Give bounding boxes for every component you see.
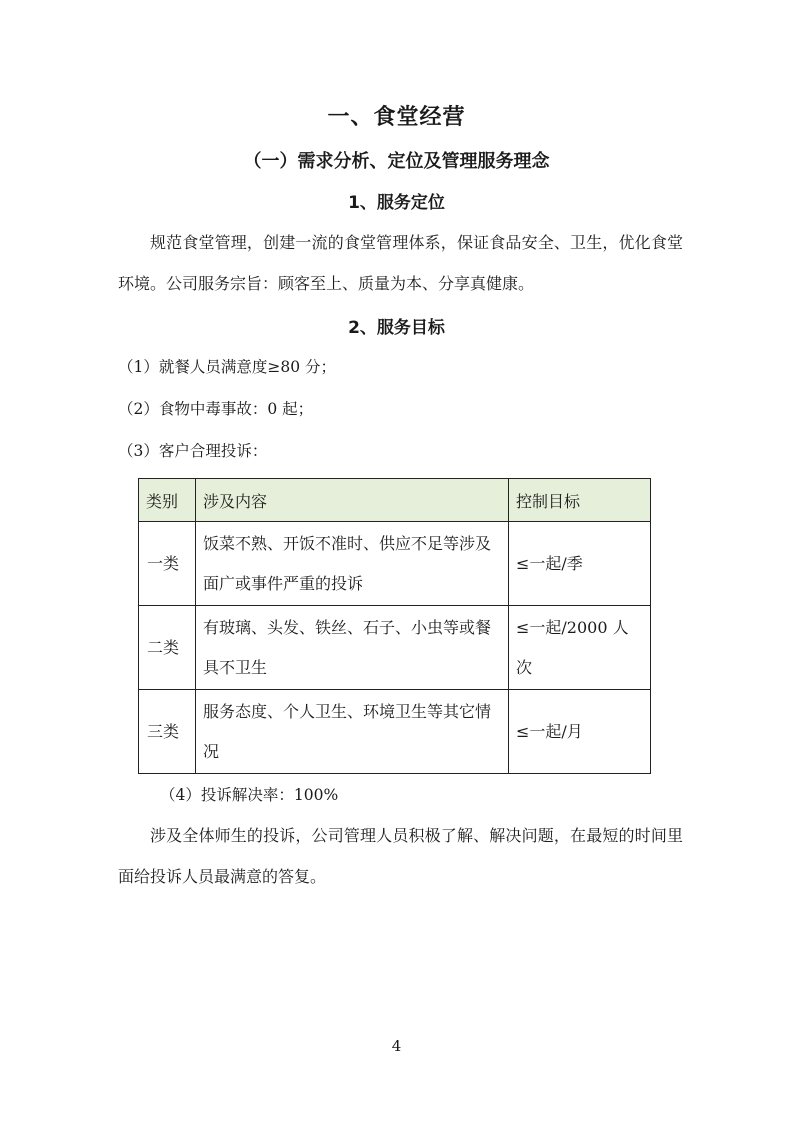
complaint-control-table (138, 478, 651, 774)
target-cell: ≤一起/2000 人次 (509, 606, 651, 690)
column-header-content: 涉及内容 (196, 479, 509, 522)
category-cell: 二类 (139, 606, 196, 690)
subsection-title-service-positioning: 1、服务定位 (348, 193, 445, 213)
subsection-title-service-goals: 2、服务目标 (348, 318, 445, 338)
table-row (139, 522, 651, 606)
content-cell: 饭菜不熟、开饭不准时、供应不足等涉及面广或事件严重的投诉 (196, 522, 509, 606)
goal-item-complaints: （3）客户合理投诉： (118, 442, 268, 460)
content-cell: 服务态度、个人卫生、环境卫生等其它情况 (196, 690, 509, 774)
goal-item-resolution-rate: （4）投诉解决率：100% (160, 786, 339, 804)
column-header-target: 控制目标 (509, 479, 651, 522)
page-number: 4 (391, 1037, 402, 1055)
table-row (139, 606, 651, 690)
target-cell: ≤一起/季 (509, 522, 651, 606)
goal-item-food-poisoning: （2）食物中毒事故：0 起； (118, 400, 314, 418)
section-title: （一）需求分析、定位及管理服务理念 (243, 151, 550, 172)
service-positioning-paragraph: 规范食堂管理，创建一流的食堂管理体系，保证食品安全、卫生，优化食堂环境。公司服务宗旨：顾客至上、质量为本、分享真健康。 (118, 233, 683, 293)
goal-item-satisfaction: （1）就餐人员满意度≥80 分； (118, 358, 336, 376)
table-row (139, 690, 651, 774)
column-header-category: 类别 (139, 479, 196, 522)
category-cell: 一类 (139, 522, 196, 606)
target-cell: ≤一起/月 (509, 690, 651, 774)
table-header-row (139, 479, 651, 522)
category-cell: 三类 (139, 690, 196, 774)
content-cell: 有玻璃、头发、铁丝、石子、小虫等或餐具不卫生 (196, 606, 509, 690)
chapter-title: 一、食堂经营 (327, 105, 466, 130)
complaint-handling-paragraph: 涉及全体师生的投诉，公司管理人员积极了解、解决问题，在最短的时间里面给投诉人员最满意的答复。 (118, 826, 683, 886)
